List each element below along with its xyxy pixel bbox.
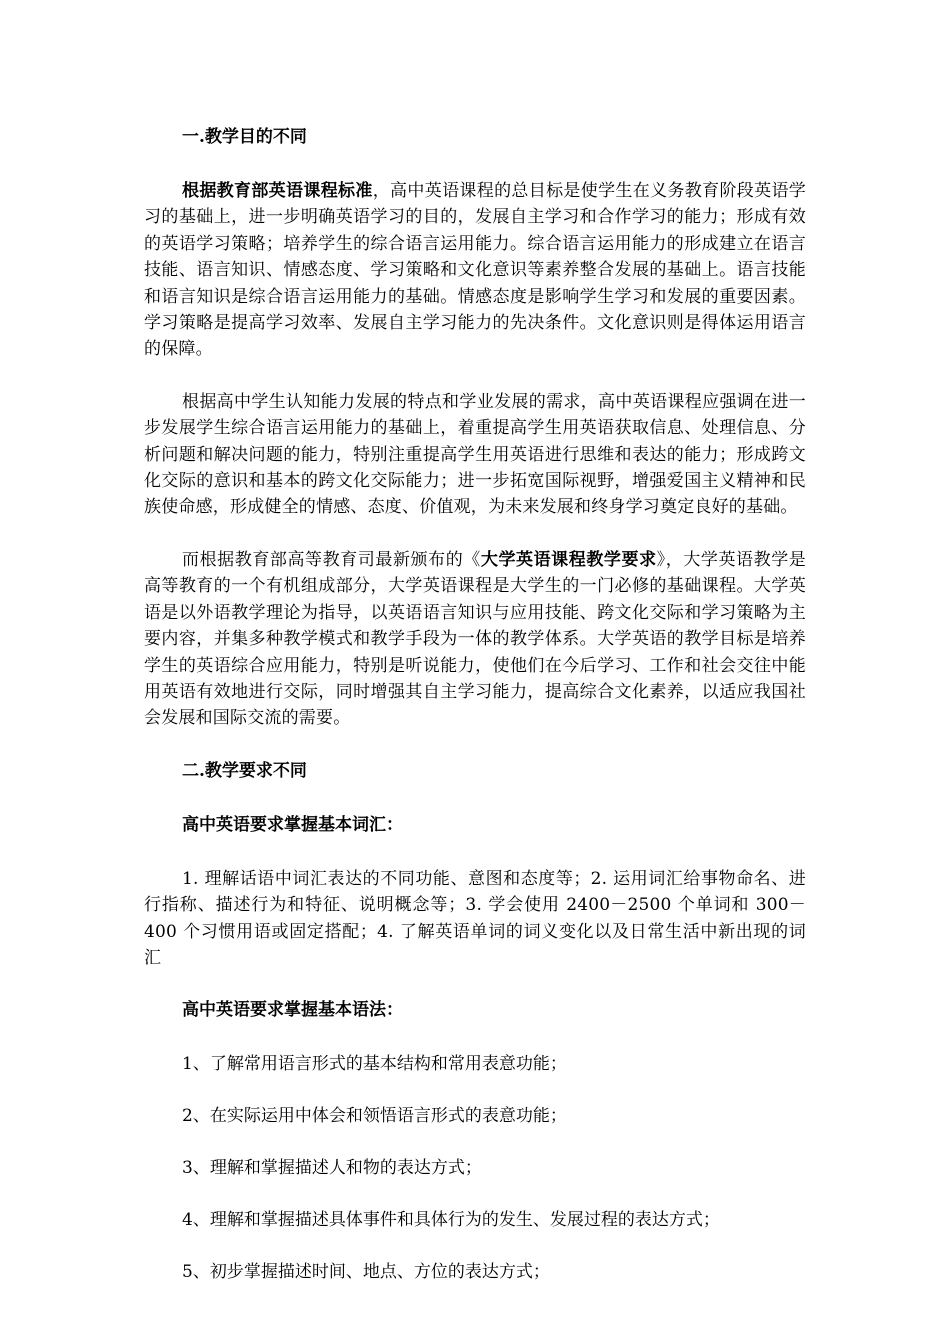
bold-phrase-standard: 根据教育部英语课程标准 — [182, 181, 373, 201]
document-body — [144, 124, 806, 1311]
paragraph-high-school-needs: 根据高中学生认知能力发展的特点和学业发展的需求，高中英语课程应强调在进一步发展学生综合语言运用能力的基础上，着重提高学生用英语获取信息、处理信息、分析问题和解决问题的能力，特别注重提高学生用英语进行思维和表达的能力；形成跨文化交际的意识和基本的跨文化交际能力；进一步拓宽国际视野，增强爱国主义精神和民族使命感，形成健全的情感、态度、价值观，为未来发展和终身学习奠定良好的基础。 — [144, 391, 806, 518]
bold-phrase-requirements: 大学英语课程教学要求 — [480, 549, 657, 570]
paragraph-text: 》，大学英语教学是高等教育的一个有机组成部分，大学英语课程是大学生的一门必修的基础课程。大学英语是以外语教学理论为指导，以英语语言知识与应用技能、跨文化交际和学习策略为主要内容，并集多种教学模式和教学手段为一体的教学体系。大学英语的教学目标是培养学生的英语综合应用能力，特别是听说能力，使他们在今后学习、工作和社会交往中能用英语有效地进行交际，同时增强其自主学习能力，提高综合文化素养，以适应我国社会发展和国际交流的需要。 — [144, 549, 806, 729]
paragraph-text: 而根据教育部高等教育司最新颁布的《 — [182, 549, 481, 570]
grammar-item: 1、了解常用语言形式的基本结构和常用表意功能； — [182, 1054, 567, 1075]
paragraph-text: ，高中英语课程的总目标是使学生在义务教育阶段英语学习的基础上，进一步明确英语学习的目的，发展自主学习和合作学习的能力；形成有效的英语学习策略；培养学生的综合语言运用能力。综合语言运用能力的形成建立在语言技能、语言知识、情感态度、学习策略和文化意识等素养整合发展的基础上。语言技能和语言知识是综合语言运用能力的基础。情感态度是影响学生学习和发展的重要因素。学习策略是提高学习效率、发展自主学习能力的先决条件。文化意识则是得体运用语言的保障。 — [144, 181, 807, 360]
section-heading-2: 二.教学要求不同 — [182, 760, 307, 781]
section-heading-1: 一.教学目的不同 — [182, 127, 307, 147]
grammar-item: 5、初步掌握描述时间、地点、方位的表达方式； — [182, 1262, 550, 1283]
grammar-subheading: 高中英语要求掌握基本语法： — [182, 1000, 403, 1021]
grammar-item: 4、理解和掌握描述具体事件和具体行为的发生、发展过程的表达方式； — [182, 1210, 720, 1231]
paragraph-college-requirements — [144, 547, 806, 732]
paragraph-curriculum-standard — [144, 178, 806, 363]
vocab-subheading: 高中英语要求掌握基本词汇： — [182, 814, 403, 835]
paragraph-vocab-requirements: 1. 理解话语中词汇表达的不同功能、意图和态度等；2. 运用词汇给事物命名、进行指称、描述行为和特征、说明概念等；3. 学会使用 2400－2500 个单词和 300－400 个习惯用语或固定搭配；4. 了解英语单词的词义变化以及日常生活中新出现的词汇 — [144, 868, 806, 968]
grammar-item: 3、理解和掌握描述人和物的表达方式； — [182, 1158, 482, 1179]
grammar-item: 2、在实际运用中体会和领悟语言形式的表意功能； — [182, 1106, 567, 1127]
